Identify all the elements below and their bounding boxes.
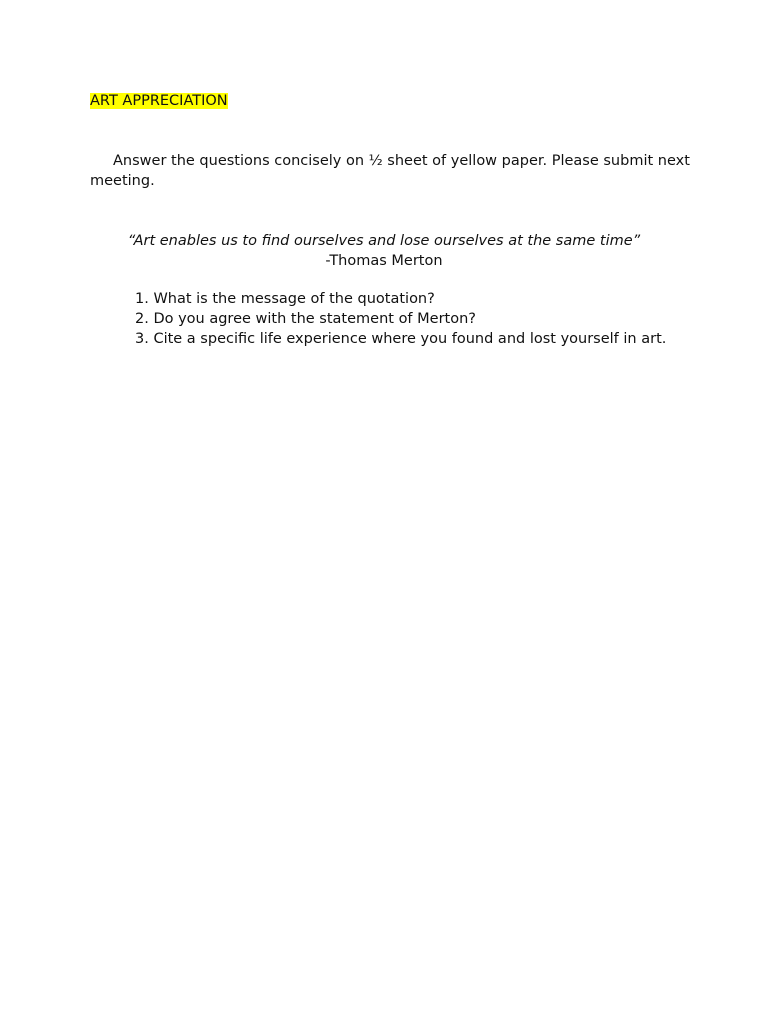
question-item: 1. What is the message of the quotation? (135, 291, 435, 307)
document-title (90, 91, 228, 111)
quotation: “Art enables us to find ourselves and lose ourselves at the same time” (127, 233, 641, 249)
highlighted-title-text: ART APPRECIATION (90, 93, 228, 109)
questions-list (135, 289, 675, 349)
instructions-paragraph: Answer the questions concisely on ½ sheet of yellow paper. Please submit next meeting. (90, 153, 690, 189)
question-item: 2. Do you agree with the statement of Merton? (135, 311, 476, 327)
quotation-author: -Thomas Merton (325, 253, 443, 269)
question-item: 3. Cite a specific life experience where you found and lost yourself in art. (135, 331, 667, 347)
